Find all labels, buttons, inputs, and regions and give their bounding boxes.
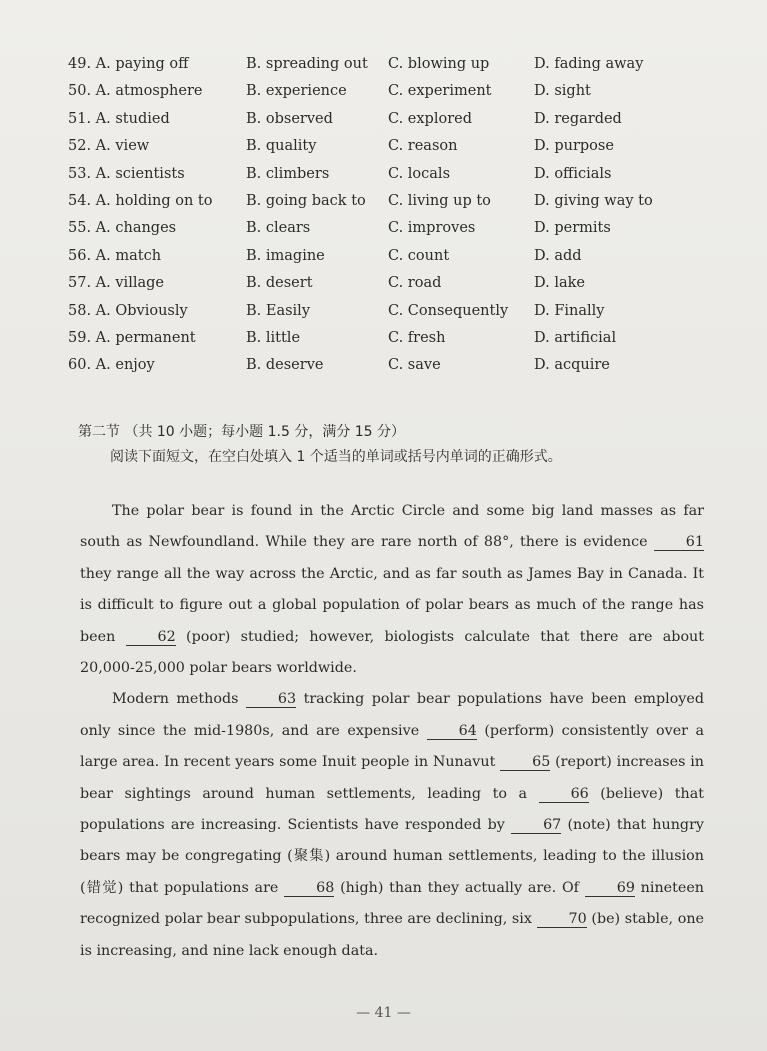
option-c: C. explored — [388, 110, 472, 127]
option-b: B. climbers — [246, 165, 330, 182]
blank-68: 68 — [284, 880, 334, 897]
option-row — [68, 269, 708, 296]
passage-text: (be) stable, one is increasing, and nine lack enough data. — [80, 911, 704, 959]
option-d: D. lake — [534, 275, 585, 292]
option-c: C. experiment — [388, 83, 492, 100]
option-d: D. purpose — [534, 138, 614, 155]
blank-67: 67 — [511, 817, 561, 834]
option-d: D. acquire — [534, 357, 610, 374]
option-c: C. living up to — [388, 192, 491, 209]
option-c: C. reason — [388, 138, 458, 155]
option-b: B. experience — [246, 83, 347, 100]
option-a-text: A. scientists — [95, 165, 185, 182]
option-row — [68, 324, 708, 351]
option-a-text: A. view — [95, 138, 150, 155]
option-row — [68, 297, 708, 324]
passage-text: they range all the way across the Arctic, and as far south as James Bay in Canada. It is difficult to figure out a global population of polar bears as much of the range has been — [80, 565, 704, 645]
blank-69: 69 — [585, 880, 635, 897]
question-number: 58. — [68, 302, 92, 319]
question-number: 53. — [68, 165, 92, 182]
option-c: C. fresh — [388, 329, 446, 346]
option-a-text: A. holding on to — [95, 192, 213, 209]
blank-62: 62 — [126, 629, 176, 646]
option-c: C. locals — [388, 165, 451, 182]
question-number: 52. — [68, 138, 92, 155]
question-number: 54. — [68, 192, 92, 209]
option-row — [68, 242, 708, 269]
question-number: 49. — [68, 56, 92, 72]
paragraph-2 — [80, 684, 704, 967]
option-a-text: A. permanent — [95, 329, 196, 346]
option-row — [68, 50, 708, 77]
option-row — [68, 77, 708, 104]
option-c: C. improves — [388, 220, 476, 237]
blank-63: 63 — [246, 691, 296, 708]
option-b: B. quality — [246, 138, 317, 155]
option-row — [68, 187, 708, 214]
question-number: 60. — [68, 357, 92, 374]
passage-text: (high) than they actually are. Of — [334, 879, 585, 896]
option-d: D. Finally — [534, 302, 605, 319]
option-row — [68, 160, 708, 187]
option-row — [68, 351, 708, 378]
blank-65: 65 — [500, 754, 550, 771]
option-a-text: A. paying off — [95, 56, 189, 72]
passage-text: (believe) that populations are increasing. Scientists have responded by — [80, 785, 704, 834]
option-c: C. Consequently — [388, 302, 509, 319]
option-a-text: A. match — [95, 247, 162, 264]
passage-text: The polar bear is found in the Arctic Circle and some big land masses as far south as Newfoundland. While they are rare north of 88°, there is evidence — [80, 503, 704, 551]
option-c: C. save — [388, 357, 441, 374]
passage-text: (poor) studied; however, biologists calculate that there are about 20,000-25,000 polar bears worldwide. — [80, 628, 704, 677]
option-a — [68, 56, 188, 72]
option-b: B. observed — [246, 110, 333, 127]
option-a — [68, 330, 196, 346]
option-row — [68, 105, 708, 132]
option-a — [68, 303, 188, 319]
option-b: B. little — [246, 329, 301, 346]
option-a — [68, 275, 164, 291]
option-d: D. regarded — [534, 110, 622, 127]
option-a — [68, 248, 161, 264]
option-b: B. Easily — [246, 302, 311, 319]
option-a — [68, 220, 176, 236]
option-row — [68, 214, 708, 241]
option-d: D. fading away — [534, 56, 644, 72]
passage-text: nineteen recognized polar bear subpopulations, three are declining, six — [80, 879, 705, 928]
option-d: D. artificial — [534, 329, 617, 346]
passage — [80, 496, 704, 967]
passage-text: tracking polar bear populations have been employed only since the mid-1980s, and are expensive — [80, 691, 704, 739]
blank-66: 66 — [539, 786, 589, 803]
passage-text: Modern methods — [112, 691, 246, 708]
option-a — [68, 166, 185, 182]
question-number: 59. — [68, 329, 92, 346]
option-d: D. sight — [534, 83, 591, 100]
option-a — [68, 357, 155, 373]
option-c: C. blowing up — [388, 56, 490, 72]
option-a — [68, 83, 202, 99]
option-b: B. desert — [246, 275, 313, 292]
passage-text: (report) increases in bear sightings around human settlements, leading to a — [80, 754, 704, 802]
page-number: — 41 — — [356, 1005, 411, 1021]
option-b: B. clears — [246, 220, 311, 237]
option-b: B. spreading out — [246, 56, 368, 72]
section-heading: 第二节 （共 10 小题；每小题 1.5 分，满分 15 分） — [78, 424, 406, 440]
option-a-text: A. enjoy — [95, 357, 155, 374]
option-a-text: A. village — [95, 275, 164, 292]
option-d: D. add — [534, 247, 582, 264]
passage-text: (note) that hungry bears may be congregating (聚集) around human settlements, leading to the illusion (错觉) that populations are — [80, 817, 704, 896]
option-d: D. giving way to — [534, 192, 653, 209]
option-a — [68, 111, 170, 127]
blank-64: 64 — [427, 723, 477, 740]
option-c: C. road — [388, 275, 442, 292]
blank-61: 61 — [654, 534, 704, 551]
option-a — [68, 138, 149, 154]
option-c: C. count — [388, 247, 450, 264]
question-number: 51. — [68, 110, 92, 127]
passage-text: (perform) consistently over a large area. In recent years some Inuit people in Nunavut — [80, 722, 704, 771]
option-a-text: A. studied — [95, 110, 170, 127]
option-b: B. imagine — [246, 247, 325, 264]
option-a — [68, 193, 212, 209]
option-row — [68, 132, 708, 159]
question-number: 50. — [68, 83, 92, 100]
option-b: B. going back to — [246, 192, 366, 209]
section-instruction: 阅读下面短文，在空白处填入 1 个适当的单词或括号内单词的正确形式。 — [110, 449, 562, 465]
option-a-text: A. changes — [95, 220, 177, 237]
option-b: B. deserve — [246, 357, 324, 374]
option-d: D. officials — [534, 165, 612, 182]
option-table — [68, 50, 708, 379]
question-number: 56. — [68, 247, 92, 264]
question-number: 55. — [68, 220, 92, 237]
option-a-text: A. atmosphere — [95, 83, 203, 100]
question-number: 57. — [68, 275, 92, 292]
option-d: D. permits — [534, 220, 611, 237]
option-a-text: A. Obviously — [95, 302, 188, 319]
blank-70: 70 — [537, 911, 587, 928]
paragraph-1 — [80, 496, 704, 684]
